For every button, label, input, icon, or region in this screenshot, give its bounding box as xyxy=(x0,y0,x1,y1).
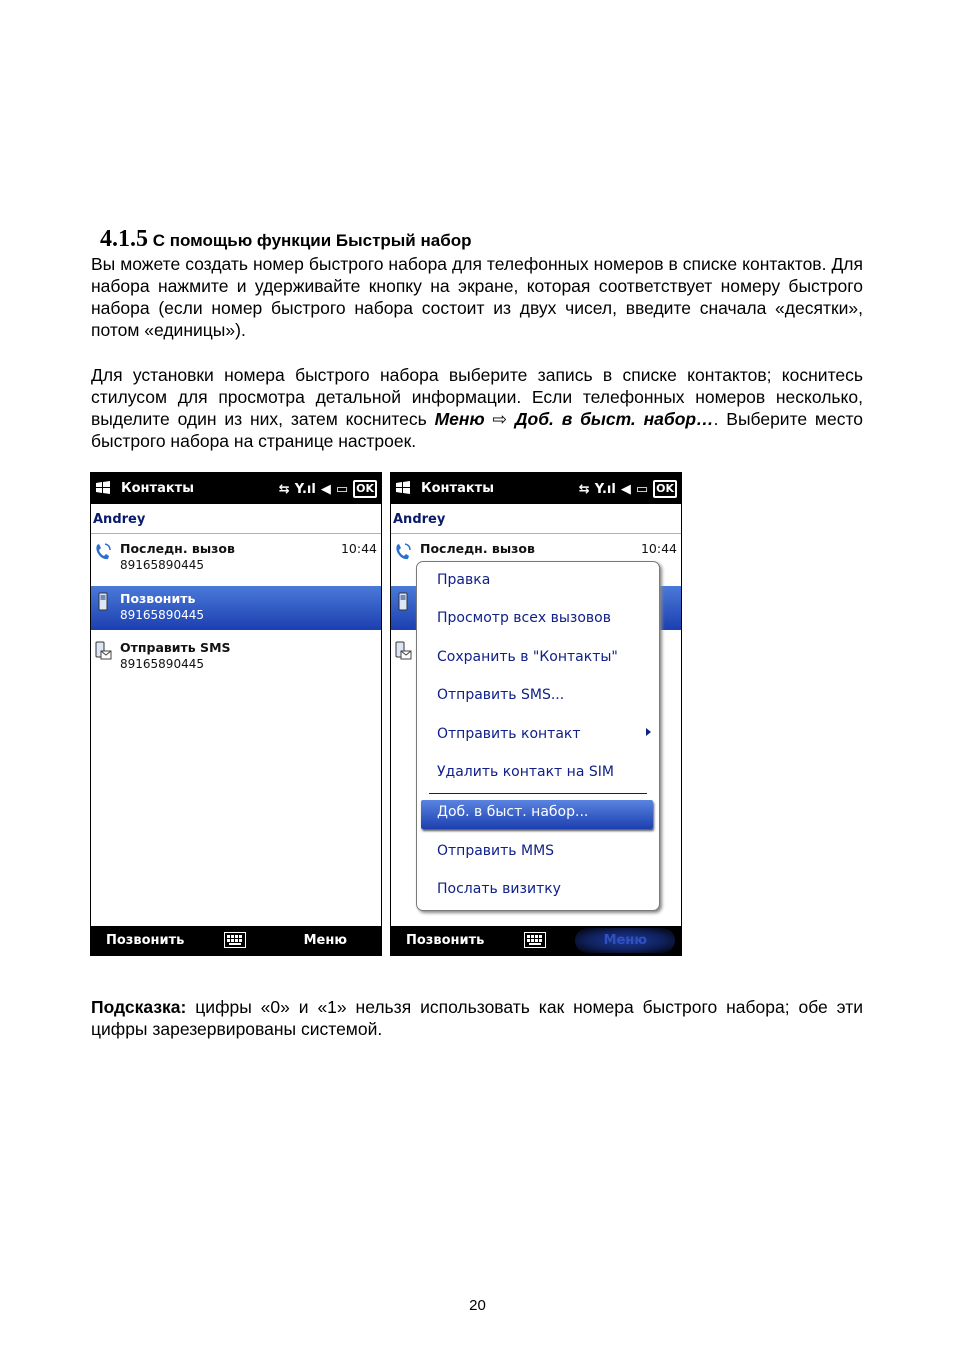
paragraph-instructions xyxy=(91,364,863,452)
softkey-bar xyxy=(391,926,681,955)
menu-item-send-contact[interactable]: Отправить контакт xyxy=(437,726,581,742)
context-menu xyxy=(416,561,660,911)
sms-icon xyxy=(394,641,412,661)
title-bar xyxy=(391,473,681,504)
list-item-time: 10:44 xyxy=(640,541,677,556)
menu-path-arrow: ⇨ xyxy=(492,409,508,429)
section-heading xyxy=(100,226,471,253)
list-item-send-sms[interactable] xyxy=(91,635,381,679)
phone-call-icon xyxy=(94,542,112,562)
instructions-tail: . Выберите место быстрого набора на странице настроек. xyxy=(91,409,864,451)
ok-button[interactable]: OK xyxy=(353,480,377,498)
softkey-call[interactable]: Позвонить xyxy=(406,933,485,948)
list-item-number: 89165890445 xyxy=(120,657,204,671)
phone-call-icon xyxy=(394,542,412,562)
contact-name: Andrey xyxy=(93,512,146,527)
battery-icon[interactable]: ▭ xyxy=(635,481,649,497)
app-title: Контакты xyxy=(421,481,494,496)
softkey-bar xyxy=(91,926,381,955)
connectivity-icon[interactable]: ⇆ xyxy=(578,481,590,497)
list-item-number: 89165890445 xyxy=(120,558,204,572)
volume-icon[interactable]: ◀ xyxy=(620,481,631,497)
menu-item-delete-sim-contact[interactable]: Удалить контакт на SIM xyxy=(437,764,614,780)
menu-item-edit[interactable]: Правка xyxy=(437,572,491,588)
page-number: 20 xyxy=(469,1297,486,1314)
hint-text: цифры «0» и «1» нельзя использовать как номера быстрого набора; обе эти цифры зарезервированы системой. xyxy=(91,997,863,1039)
paragraph-intro: Вы можете создать номер быстрого набора для телефонных номеров в списке контактов. Для набора нажмите и удерживайте кнопку на экране, которая соответствует номеру быстрого набора (если номер быстрого набора состоит из двух чисел, введите сначала «десятки», потом «единицы»). xyxy=(91,254,863,340)
list-item-label: Позвонить xyxy=(120,591,196,606)
ok-button[interactable]: OK xyxy=(653,480,677,498)
windows-start-icon[interactable] xyxy=(95,480,111,496)
mobile-phone-icon xyxy=(94,592,112,612)
contact-name: Andrey xyxy=(393,512,446,527)
list-item-label: Последн. вызов xyxy=(420,541,535,556)
softkey-call[interactable]: Позвонить xyxy=(106,933,185,948)
softkey-menu[interactable]: Меню xyxy=(603,933,647,948)
title-bar xyxy=(91,473,381,504)
softkey-menu[interactable]: Меню xyxy=(303,933,347,948)
menu-item-send-business-card[interactable]: Послать визитку xyxy=(437,881,561,897)
list-item-time: 10:44 xyxy=(340,541,377,556)
keyboard-icon[interactable] xyxy=(524,932,546,948)
list-item-label: Последн. вызов xyxy=(120,541,235,556)
hint-paragraph xyxy=(91,996,863,1040)
list-item-number: 89165890445 xyxy=(120,608,204,622)
divider xyxy=(391,533,681,534)
list-item-label: Отправить SMS xyxy=(120,640,231,655)
signal-icon[interactable]: Y.ıl xyxy=(294,481,316,497)
app-title: Контакты xyxy=(121,481,194,496)
screenshot-contact-menu xyxy=(391,473,681,955)
menu-item-label: Доб. в быст. набор... xyxy=(437,804,589,820)
submenu-arrow-icon xyxy=(646,728,651,736)
menu-item-save-to-contacts[interactable]: Сохранить в "Контакты" xyxy=(437,649,618,665)
menu-item-send-mms[interactable]: Отправить MMS xyxy=(437,843,555,859)
signal-icon[interactable]: Y.ıl xyxy=(594,481,616,497)
list-item-call[interactable] xyxy=(91,586,381,630)
menu-item-send-sms[interactable]: Отправить SMS... xyxy=(437,687,565,703)
menu-path-menu: Меню xyxy=(434,409,485,429)
keyboard-icon[interactable] xyxy=(224,932,246,948)
menu-item-add-speed-dial[interactable] xyxy=(421,800,653,829)
connectivity-icon[interactable]: ⇆ xyxy=(278,481,290,497)
screenshot-contact-details xyxy=(91,473,381,955)
sms-icon xyxy=(94,641,112,661)
battery-icon[interactable]: ▭ xyxy=(335,481,349,497)
menu-path-item: Доб. в быст. набор… xyxy=(514,409,714,429)
menu-item-view-all-calls[interactable]: Просмотр всех вызовов xyxy=(437,610,611,626)
hint-label: Подсказка: xyxy=(91,997,187,1017)
instructions-text: Для установки номера быстрого набора выберите запись в списке контактов; коснитесь стилусом для просмотра детальной информации. Если телефонных номеров несколько, выделите один из них, затем коснитесь xyxy=(91,365,863,429)
volume-icon[interactable]: ◀ xyxy=(320,481,331,497)
windows-start-icon[interactable] xyxy=(395,480,411,496)
section-number: 4.1.5 xyxy=(100,226,148,252)
divider xyxy=(91,533,381,534)
section-title: С помощью функции Быстрый набор xyxy=(152,231,472,250)
menu-divider xyxy=(429,793,647,794)
list-item-last-call[interactable] xyxy=(91,536,381,580)
mobile-phone-icon xyxy=(394,592,412,612)
